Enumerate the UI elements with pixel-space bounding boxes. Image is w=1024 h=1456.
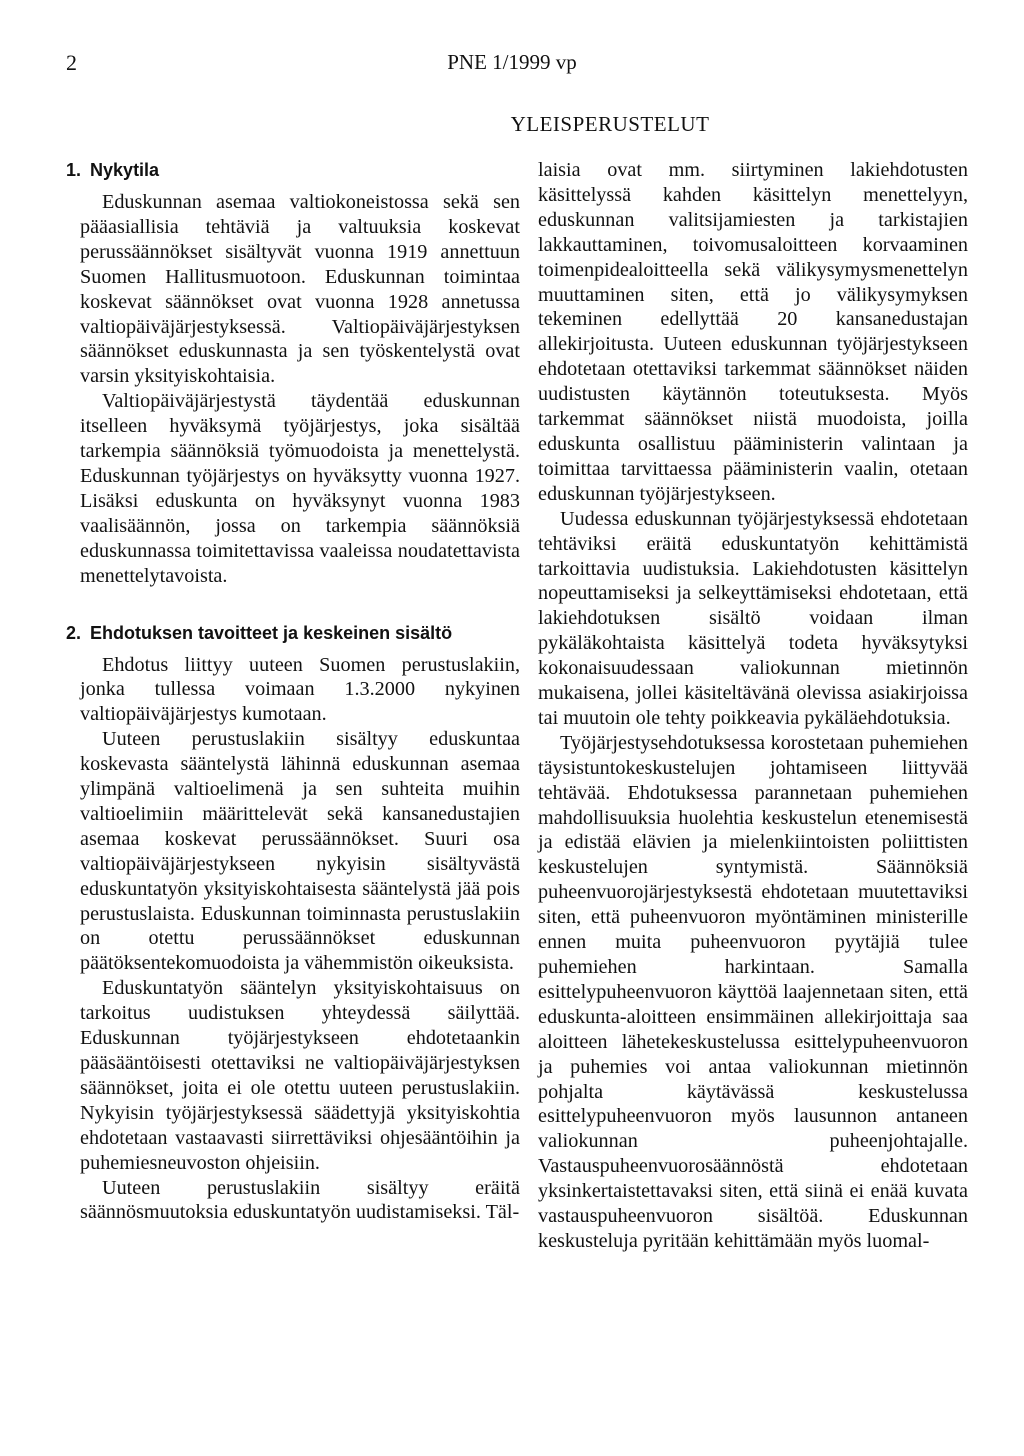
paragraph: Uuteen perustuslakiin sisältyy eduskuntaa koskevasta sääntelystä lähinnä eduskunnan asemaa ylimpänä valtioelimenä ja sen suhteita muihin valtioelimiin määrittelevät sekä kansanedustajien asemaa koskevat perussäännökset. Suuri osa valtiopäiväjärjestykseen nykyisin sisältyvästä eduskuntatyön yksityiskohtaisesta sääntelystä jää pois perustuslaista. Eduskunnan toiminnasta perustuslakiin on otettu perussäännökset eduskunnan päätöksentekomuodoista ja vähemmistön oikeuksista. [80,728,520,975]
left-column [66,158,520,1225]
paragraph: Ehdotus liittyy uuteen Suomen perustuslakiin, jonka tullessa voimaan 1.3.2000 nykyinen valtiopäiväjärjestys kumotaan. [80,653,520,726]
heading-2-title: Ehdotuksen tavoitteet ja keskeinen sisältö [90,622,453,643]
right-column [538,158,968,1254]
paragraph: Eduskuntatyön sääntelyn yksityiskohtaisuus on tarkoitus uudistuksen yhteydessä säilyttää. Eduskunnan työjärjestykseen ehdotetaankin pääsääntöisesti otettaviksi ne valtiopäiväjärjestyksen säännökset, joita ei ole otettu uuteen perustuslakiin. Nykyisin työjärjestyksessä säädettyjä yksityiskohtia ehdotetaan vastaavasti siirrettäviksi ohjesääntöihin ja puhemiesneuvoston ohjeisiin. [80,977,520,1174]
paragraph: Uudessa eduskunnan työjärjestyksessä ehdotetaan tehtäviksi eräitä eduskuntatyön kehittämistä tarkoittavia uudistuksia. Lakiehdotusten käsittelyn nopeuttamiseksi ja selkeyttämiseksi ehdotetaan, että lakiehdotuksen sisältö voidaan ilman pykäläkohtaista käsittelyä todeta hyväksytyksi kokonaisuudessaan valiokunnan mietinnön mukaisena, jollei käsiteltävänä olevissa asiakirjoissa tai muutoin ole tehty poikkeavia pykäläehdotuksia. [538,507,968,729]
heading-1-number: 1. [66,160,82,180]
paragraph: Työjärjestysehdotuksessa korostetaan puhemiehen täysistuntokeskustelujen johtamiseen liittyvää tehtävää. Ehdotuksessa parannetaan puhemiehen mahdollisuuksia huolehtia keskustelun etenemisestä ja edistää elävien ja mielenkiintoisten poliittisten keskustelujen syntymistä. Säännöksiä puheenvuorojärjestyksestä ehdotetaan muutettaviksi siten, että puheenvuoron myöntäminen ministerille ennen muita puheenvuoron pyytäjiä tulee puhemiehen harkintaan. Samalla esittelypuheenvuoron käyttöä laajennetaan siten, että eduskunta-aloitteen ensimmäinen allekirjoittaja saa aloitteen lähetekeskustelussa esittelypuheenvuoron ja puhemies voi antaa valiokunnan mietinnön pohjalta käytävässä keskustelussa esittelypuheenvuoron myös lausunnon antaneen valiokunnan puheenjohtajalle. Vastauspuheenvuorosäännöstä ehdotetaan yksinkertaistettavaksi siten, että siinä ei enää kuvata vastauspuheenvuoron sisältöä. Eduskunnan keskusteluja pyritään kehittämään myös luomal- [538,731,968,1252]
heading-2-number: 2. [66,622,82,643]
heading-1 [66,158,520,183]
section-title: YLEISPERUSTELUT [510,112,710,136]
heading-1-title: Nykytila [90,160,160,180]
page-number: 2 [66,50,77,75]
document-id: PNE 1/1999 vp [447,50,577,74]
paragraph: Uuteen perustuslakiin sisältyy eräitä säännösmuutoksia eduskuntatyön uudistamiseksi. Täl- [80,1176,520,1224]
paragraph: Valtiopäiväjärjestystä täydentää eduskunnan itselleen hyväksymä työjärjestys, joka sisältää tarkempia säännöksiä työmuodoista ja menettelystä. Eduskunnan työjärjestys on hyväksytty vuonna 1927. Lisäksi eduskunta on hyväksynyt vuonna 1983 vaalisäännön, jossa on tarkempia säännöksiä eduskunnassa toimitettavissa vaaleissa noudatettavista menettelytavoista. [80,390,520,587]
paragraph: Eduskunnan asemaa valtiokoneistossa sekä sen pääasiallisia tehtäviä ja valtuuksia koskevat perussäännökset sisältyvät vuonna 1919 annettuun Suomen Hallitusmuotoon. Eduskunnan toimintaa koskevat säännökset ovat vuonna 1928 annetussa valtiopäiväjärjestyksessä. Valtiopäiväjärjestyksen säännökset eduskunnasta ja sen työskentelystä ovat varsin yksityiskohtaisia. [80,191,520,388]
paragraph: laisia ovat mm. siirtyminen lakiehdotusten käsittelyssä kahden käsittelyn menettelyyn, eduskunnan valitsijamiesten ja tarkistajien lakkauttaminen, toivomusaloitteen korvaaminen toimenpidealoitteella sekä välikysymysmenettelyn muuttaminen siten, että jo välikysymyksen tekeminen edellyttää 20 kansanedustajan allekirjoitusta. Uuteen eduskunnan työjärjestykseen ehdotetaan otettaviksi tarkemmat säännökset näiden uudistusten käytännön toteutuksesta. Myös tarkemmat säännökset niistä muodoista, joilla eduskunta osallistuu pääministerin valintaan ja toimittaa tarvittaessa pääministerin vaalin, otetaan eduskunnan työjärjestykseen. [538,159,968,505]
heading-2 [66,621,520,646]
